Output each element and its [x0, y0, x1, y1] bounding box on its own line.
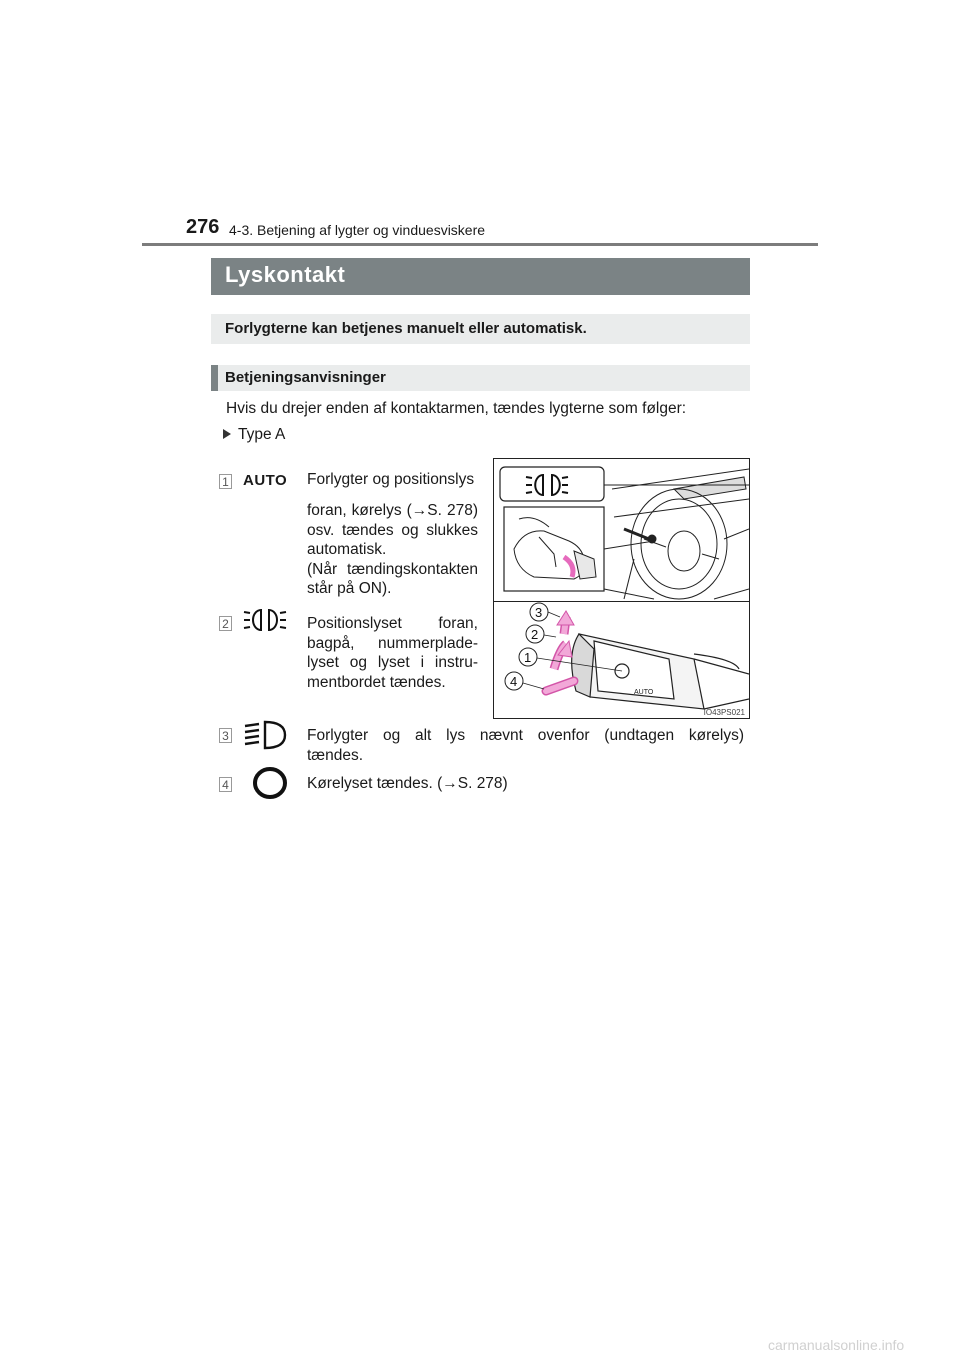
item-1-description — [307, 470, 478, 490]
headlight-icon — [243, 720, 287, 750]
footer-watermark: carmanualsonline.info — [768, 1337, 905, 1353]
item-number: 4 — [219, 776, 232, 792]
figure-divider — [494, 601, 749, 602]
desc-line: lyset og lyset i instru- — [307, 654, 478, 671]
switch-label-auto: AUTO — [634, 689, 654, 696]
section-title: Lyskontakt — [211, 258, 750, 295]
subsection-title: Betjeningsanvisninger — [211, 365, 750, 391]
item-3-description — [307, 726, 744, 765]
item-number: 3 — [219, 727, 232, 743]
daytime-running-light-icon — [252, 766, 288, 800]
triangle-bullet-icon — [223, 429, 231, 439]
desc-line: Kørelyset tændes. (→S. 278) — [307, 775, 508, 792]
type-label: Type A — [238, 426, 286, 443]
callout-1: 1 — [524, 650, 532, 665]
item-number: 1 — [219, 473, 232, 489]
desc-line: Positionslyset foran, — [307, 615, 478, 632]
auto-label: AUTO — [243, 472, 288, 489]
desc-line: Forlygter og positionslys — [307, 471, 475, 488]
callout-4: 4 — [510, 674, 518, 689]
page-number: 276 — [186, 216, 220, 238]
desc-line: tændes. — [307, 746, 364, 764]
desc-line: mentbordet tændes. — [307, 673, 446, 691]
desc-line: foran, kørelys (→S. 278) — [307, 502, 478, 519]
parking-lights-icon — [243, 607, 287, 633]
callout-3: 3 — [535, 605, 543, 620]
item-1-description-cont — [307, 501, 478, 599]
desc-line: står på ON). — [307, 580, 392, 597]
item-4-description — [307, 774, 607, 794]
callout-2: 2 — [531, 627, 539, 642]
desc-line: osv. tændes og slukkes — [307, 521, 478, 539]
chapter-title: 4-3. Betjening af lygter og vinduesviskere — [229, 222, 486, 238]
desc-line: Forlygter og alt lys nævnt ovenfor (undtagen kørelys) — [307, 727, 744, 744]
desc-line: (Når tændingskontakten — [307, 560, 478, 578]
item-2-description — [307, 614, 478, 692]
item-number: 2 — [219, 615, 232, 631]
desc-line: automatisk. — [307, 541, 387, 558]
lead-text: Hvis du drejer enden af kontaktarmen, tændes lygterne som følger: — [226, 400, 687, 417]
desc-line: bagpå, nummerplade- — [307, 634, 478, 652]
header-rule — [142, 243, 818, 246]
illustration-svg — [494, 459, 749, 718]
figure-code: IO43PS021 — [703, 708, 745, 717]
intro-box: Forlygterne kan betjenes manuelt eller automatisk. — [211, 314, 750, 344]
light-switch-illustration — [493, 458, 750, 719]
type-heading — [223, 426, 285, 444]
